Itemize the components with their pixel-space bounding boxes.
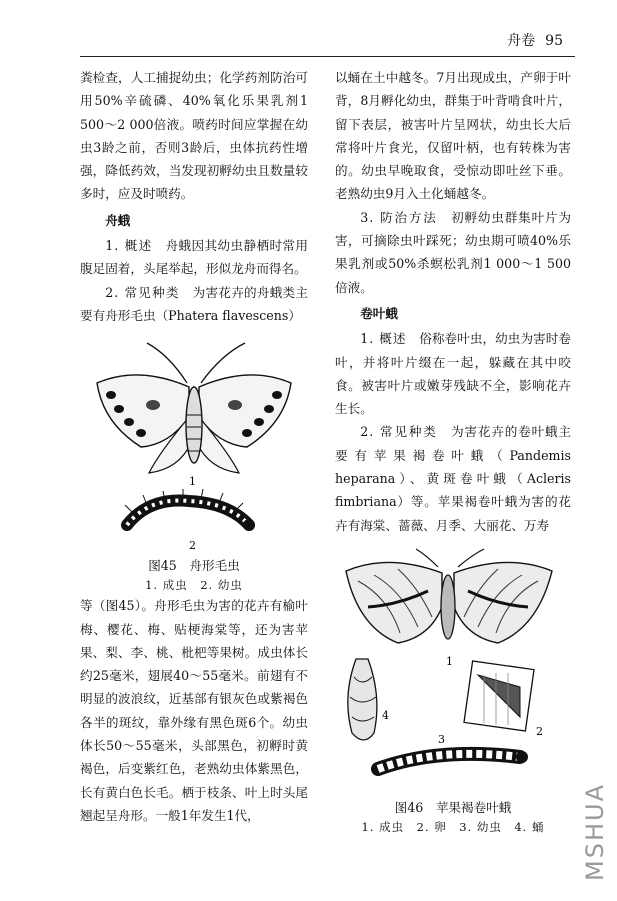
fig45-label-larva: 2 — [189, 539, 196, 553]
watermark: MSHUA — [581, 783, 609, 881]
left-column — [80, 66, 308, 827]
paragraph-control — [335, 206, 571, 299]
leafroller-species-text: 为害花卉的卷叶蛾主要有苹果褐卷叶蛾（Pandemis heparana）、黄斑卷叶蛾（Acleris fimbriana）等。苹果褐卷叶蛾为害的花卉有海棠、蔷薇、月季、大丽花、万寿 — [335, 424, 572, 533]
fig46-label-adult: 1 — [446, 654, 453, 668]
fig46-label-egg: 2 — [536, 724, 543, 738]
fig45-label-adult: 1 — [189, 475, 196, 489]
common-species-label: 2. 常见种类 — [105, 284, 180, 300]
overview-label: 1. 概述 — [105, 238, 153, 254]
fig46-subcaption: 1. 成虫 2. 卵 3. 幼虫 4. 蛹 — [361, 819, 545, 834]
overview-text: 舟蛾因其幼虫静栖时常用腹足固着，头尾举起，形似龙舟而得名。 — [80, 238, 308, 277]
paragraph-leafroller-overview — [335, 327, 571, 420]
leafroller-species-label: 2. 常见种类 — [360, 424, 438, 440]
paragraph-life-cycle: 以蛹在土中越冬。7月出现成虫，产卵于叶背，8月孵化幼虫，群集于叶背啃食叶片，留下表层，被害叶片呈网状，幼虫长大后常将叶片食光，仅留叶柄，也有转株为害的。幼虫早晚取食，受惊动即吐丝下垂。老熟幼虫9月入土化蛹越冬。 — [335, 70, 571, 202]
leafroller-overview-text: 俗称卷叶虫，幼虫为害时卷叶，并将叶片缀在一起，躲藏在其中咬食。被害叶片或嫩芽残缺不全，影响花卉生长。 — [335, 331, 572, 417]
header-title: 舟卷 — [507, 33, 536, 49]
control-text: 初孵幼虫群集叶片为害，可摘除虫叶踩死；幼虫期可喷40%乐果乳剂或50%杀螟松乳剂1 000～1 500倍液。 — [335, 209, 572, 295]
figure-46 — [335, 547, 571, 836]
paragraph-species-description: 等（图45）。舟形毛虫为害的花卉有榆叶梅、樱花、梅、贴梗海棠等，还为害苹果、梨、李、桃、枇杷等果树。成虫体长约25毫米，翅展40～55毫米。前翅有不明显的波浪纹，近基部有银灰色或紫褐色各半的斑纹，靠外缘有黑色斑6个。幼虫体长50～55毫米，头部黑色，初孵时黄褐色，后变紫红色，老熟幼虫体紫黑色，长有黄白色长毛。栖于枝条、叶上时头尾翘起呈舟形。一般1年发生1代， — [80, 598, 308, 823]
paragraph-overview — [80, 234, 308, 281]
page-number: 95 — [545, 33, 563, 49]
section-heading-zhou-e: 舟蛾 — [105, 212, 131, 228]
right-column — [335, 66, 571, 836]
paragraph-control-methods: 粪检查，人工捕捉幼虫；化学药剂防治可用50%辛硫磷、40%氧化乐果乳剂1 500～2 000倍液。喷药时间应掌握在幼虫3龄之前，否则3龄后，虫体抗药性增强，降低药效，当发现初孵幼虫且数量较多时，应及时喷药。 — [80, 70, 308, 202]
fig46-label-larva: 3 — [438, 732, 445, 746]
paragraph-common-species — [80, 281, 308, 328]
paragraph-leafroller-species — [335, 420, 571, 536]
fig46-label-pupa: 4 — [382, 708, 389, 722]
section-heading-juan-ye-e: 卷叶蛾 — [360, 305, 398, 321]
fig45-caption: 图45 舟形毛虫 — [148, 558, 240, 574]
header-rule — [80, 56, 575, 57]
common-species-text: 为害花卉的舟蛾类主要有舟形毛虫（Phatera flavescens） — [80, 284, 308, 323]
figure-45 — [80, 335, 308, 594]
running-header — [507, 30, 563, 50]
figure-45-illustration — [89, 335, 299, 555]
fig45-subcaption: 1. 成虫 2. 幼虫 — [145, 578, 243, 593]
fig46-caption: 图46 苹果褐卷叶蛾 — [394, 799, 512, 815]
control-label: 3. 防治方法 — [360, 209, 438, 225]
figure-46-illustration — [338, 547, 568, 797]
leafroller-overview-label: 1. 概述 — [360, 331, 407, 347]
